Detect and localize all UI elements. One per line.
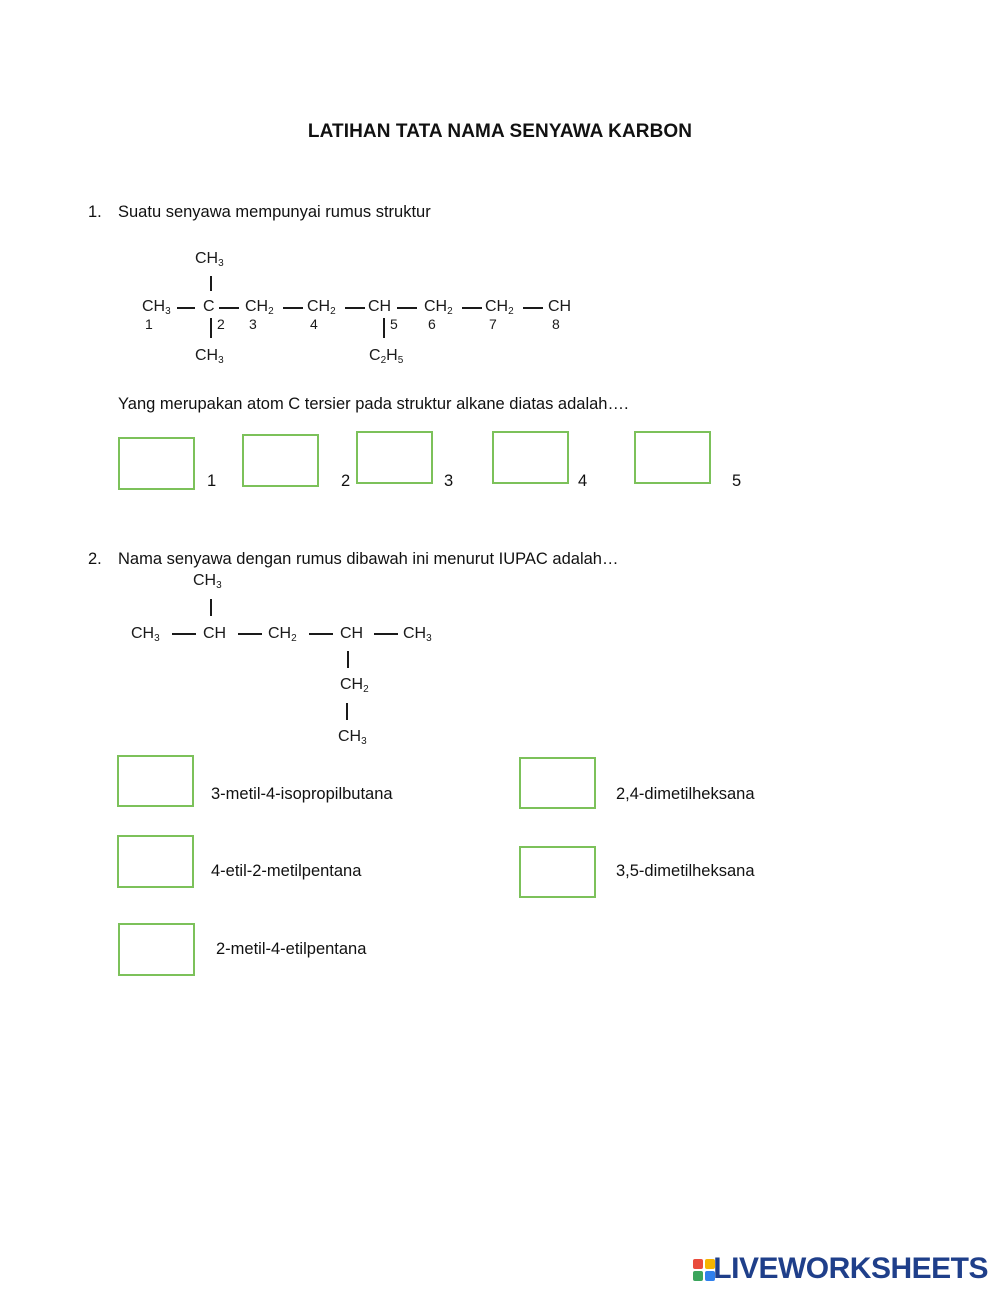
s1-bond — [383, 318, 385, 338]
q2-option-3-checkbox[interactable] — [117, 835, 194, 888]
question-2-text: Nama senyawa dengan rumus dibawah ini menurut IUPAC adalah… — [118, 550, 619, 568]
q1-option-4-label: 4 — [578, 472, 588, 490]
s1-num-5: 5 — [390, 316, 398, 332]
s1-c4: $CH_2$ — [307, 298, 336, 317]
s1-bond — [345, 307, 365, 309]
s2-branch-ch3: $CH_3$ — [338, 728, 367, 747]
s2-bond — [309, 633, 333, 635]
s1-bond — [219, 307, 239, 309]
s2-c3: $CH_2$ — [268, 625, 297, 644]
q2-option-2-label: 2,4-dimetilheksana — [616, 785, 755, 803]
q2-option-1-checkbox[interactable] — [117, 755, 194, 807]
s2-c4: CH — [340, 625, 364, 642]
s1-num-1: 1 — [145, 316, 153, 332]
s2-bond — [210, 599, 212, 616]
s1-c5: CH — [368, 298, 392, 315]
q1-option-3-label: 3 — [444, 472, 454, 490]
question-1-number: 1. — [88, 203, 102, 221]
q2-option-4-checkbox[interactable] — [519, 846, 596, 898]
q1-option-5-label: 5 — [732, 472, 742, 490]
q1-option-2-label: 2 — [341, 472, 351, 490]
q2-option-1-label: 3-metil-4-isopropilbutana — [211, 785, 393, 803]
s2-top-ch3: $CH_3$ — [193, 572, 222, 591]
s1-c7: $CH_2$ — [485, 298, 514, 317]
s2-c1: $CH_3$ — [131, 625, 160, 644]
s1-bond — [462, 307, 482, 309]
s1-c1: $CH_3$ — [142, 298, 171, 317]
q2-option-3-label: 4-etil-2-metilpentana — [211, 862, 362, 880]
s1-bond — [397, 307, 417, 309]
s1-c2: C — [203, 298, 215, 315]
s1-bottom-c2h5: $C_2H_5$ — [369, 347, 404, 366]
s2-bond — [346, 703, 348, 720]
s1-num-3: 3 — [249, 316, 257, 332]
q2-option-2-checkbox[interactable] — [519, 757, 596, 809]
liveworksheets-logo-icon — [693, 1259, 715, 1281]
s2-bond — [347, 651, 349, 668]
question-2-number: 2. — [88, 550, 102, 568]
s1-top-ch3: $CH_3$ — [195, 250, 224, 269]
s2-bond — [172, 633, 196, 635]
s2-c2: CH — [203, 625, 227, 642]
s1-bond — [523, 307, 543, 309]
s1-c8: CH — [548, 298, 572, 315]
q1-option-3-checkbox[interactable] — [356, 431, 433, 484]
s2-branch-ch2: $CH_2$ — [340, 676, 369, 695]
s1-bond — [210, 318, 212, 338]
s2-c5: $CH_3$ — [403, 625, 432, 644]
q2-option-5-label: 2-metil-4-etilpentana — [216, 940, 367, 958]
q2-option-5-checkbox[interactable] — [118, 923, 195, 976]
s1-bond — [283, 307, 303, 309]
s1-bond — [210, 276, 212, 291]
q1-option-1-checkbox[interactable] — [118, 437, 195, 490]
q1-option-2-checkbox[interactable] — [242, 434, 319, 487]
s1-num-8: 8 — [552, 316, 560, 332]
s1-bottom-ch3: $CH_3$ — [195, 347, 224, 366]
liveworksheets-logo: LIVEWORKSHEETS — [713, 1252, 988, 1285]
s1-c3: $CH_2$ — [245, 298, 274, 317]
page-title: LATIHAN TATA NAMA SENYAWA KARBON — [307, 121, 693, 142]
q1-option-4-checkbox[interactable] — [492, 431, 569, 484]
s1-bond — [177, 307, 195, 309]
q1-option-5-checkbox[interactable] — [634, 431, 711, 484]
q1-option-1-label: 1 — [207, 472, 217, 490]
question-1-prompt: Yang merupakan atom C tersier pada struktur alkane diatas adalah…. — [118, 395, 629, 413]
s2-bond — [238, 633, 262, 635]
s1-num-4: 4 — [310, 316, 318, 332]
s1-num-7: 7 — [489, 316, 497, 332]
s1-c6: $CH_2$ — [424, 298, 453, 317]
s2-bond — [374, 633, 398, 635]
s1-num-6: 6 — [428, 316, 436, 332]
q2-option-4-label: 3,5-dimetilheksana — [616, 862, 755, 880]
s1-num-2: 2 — [217, 316, 225, 332]
question-1-text: Suatu senyawa mempunyai rumus struktur — [118, 203, 431, 221]
